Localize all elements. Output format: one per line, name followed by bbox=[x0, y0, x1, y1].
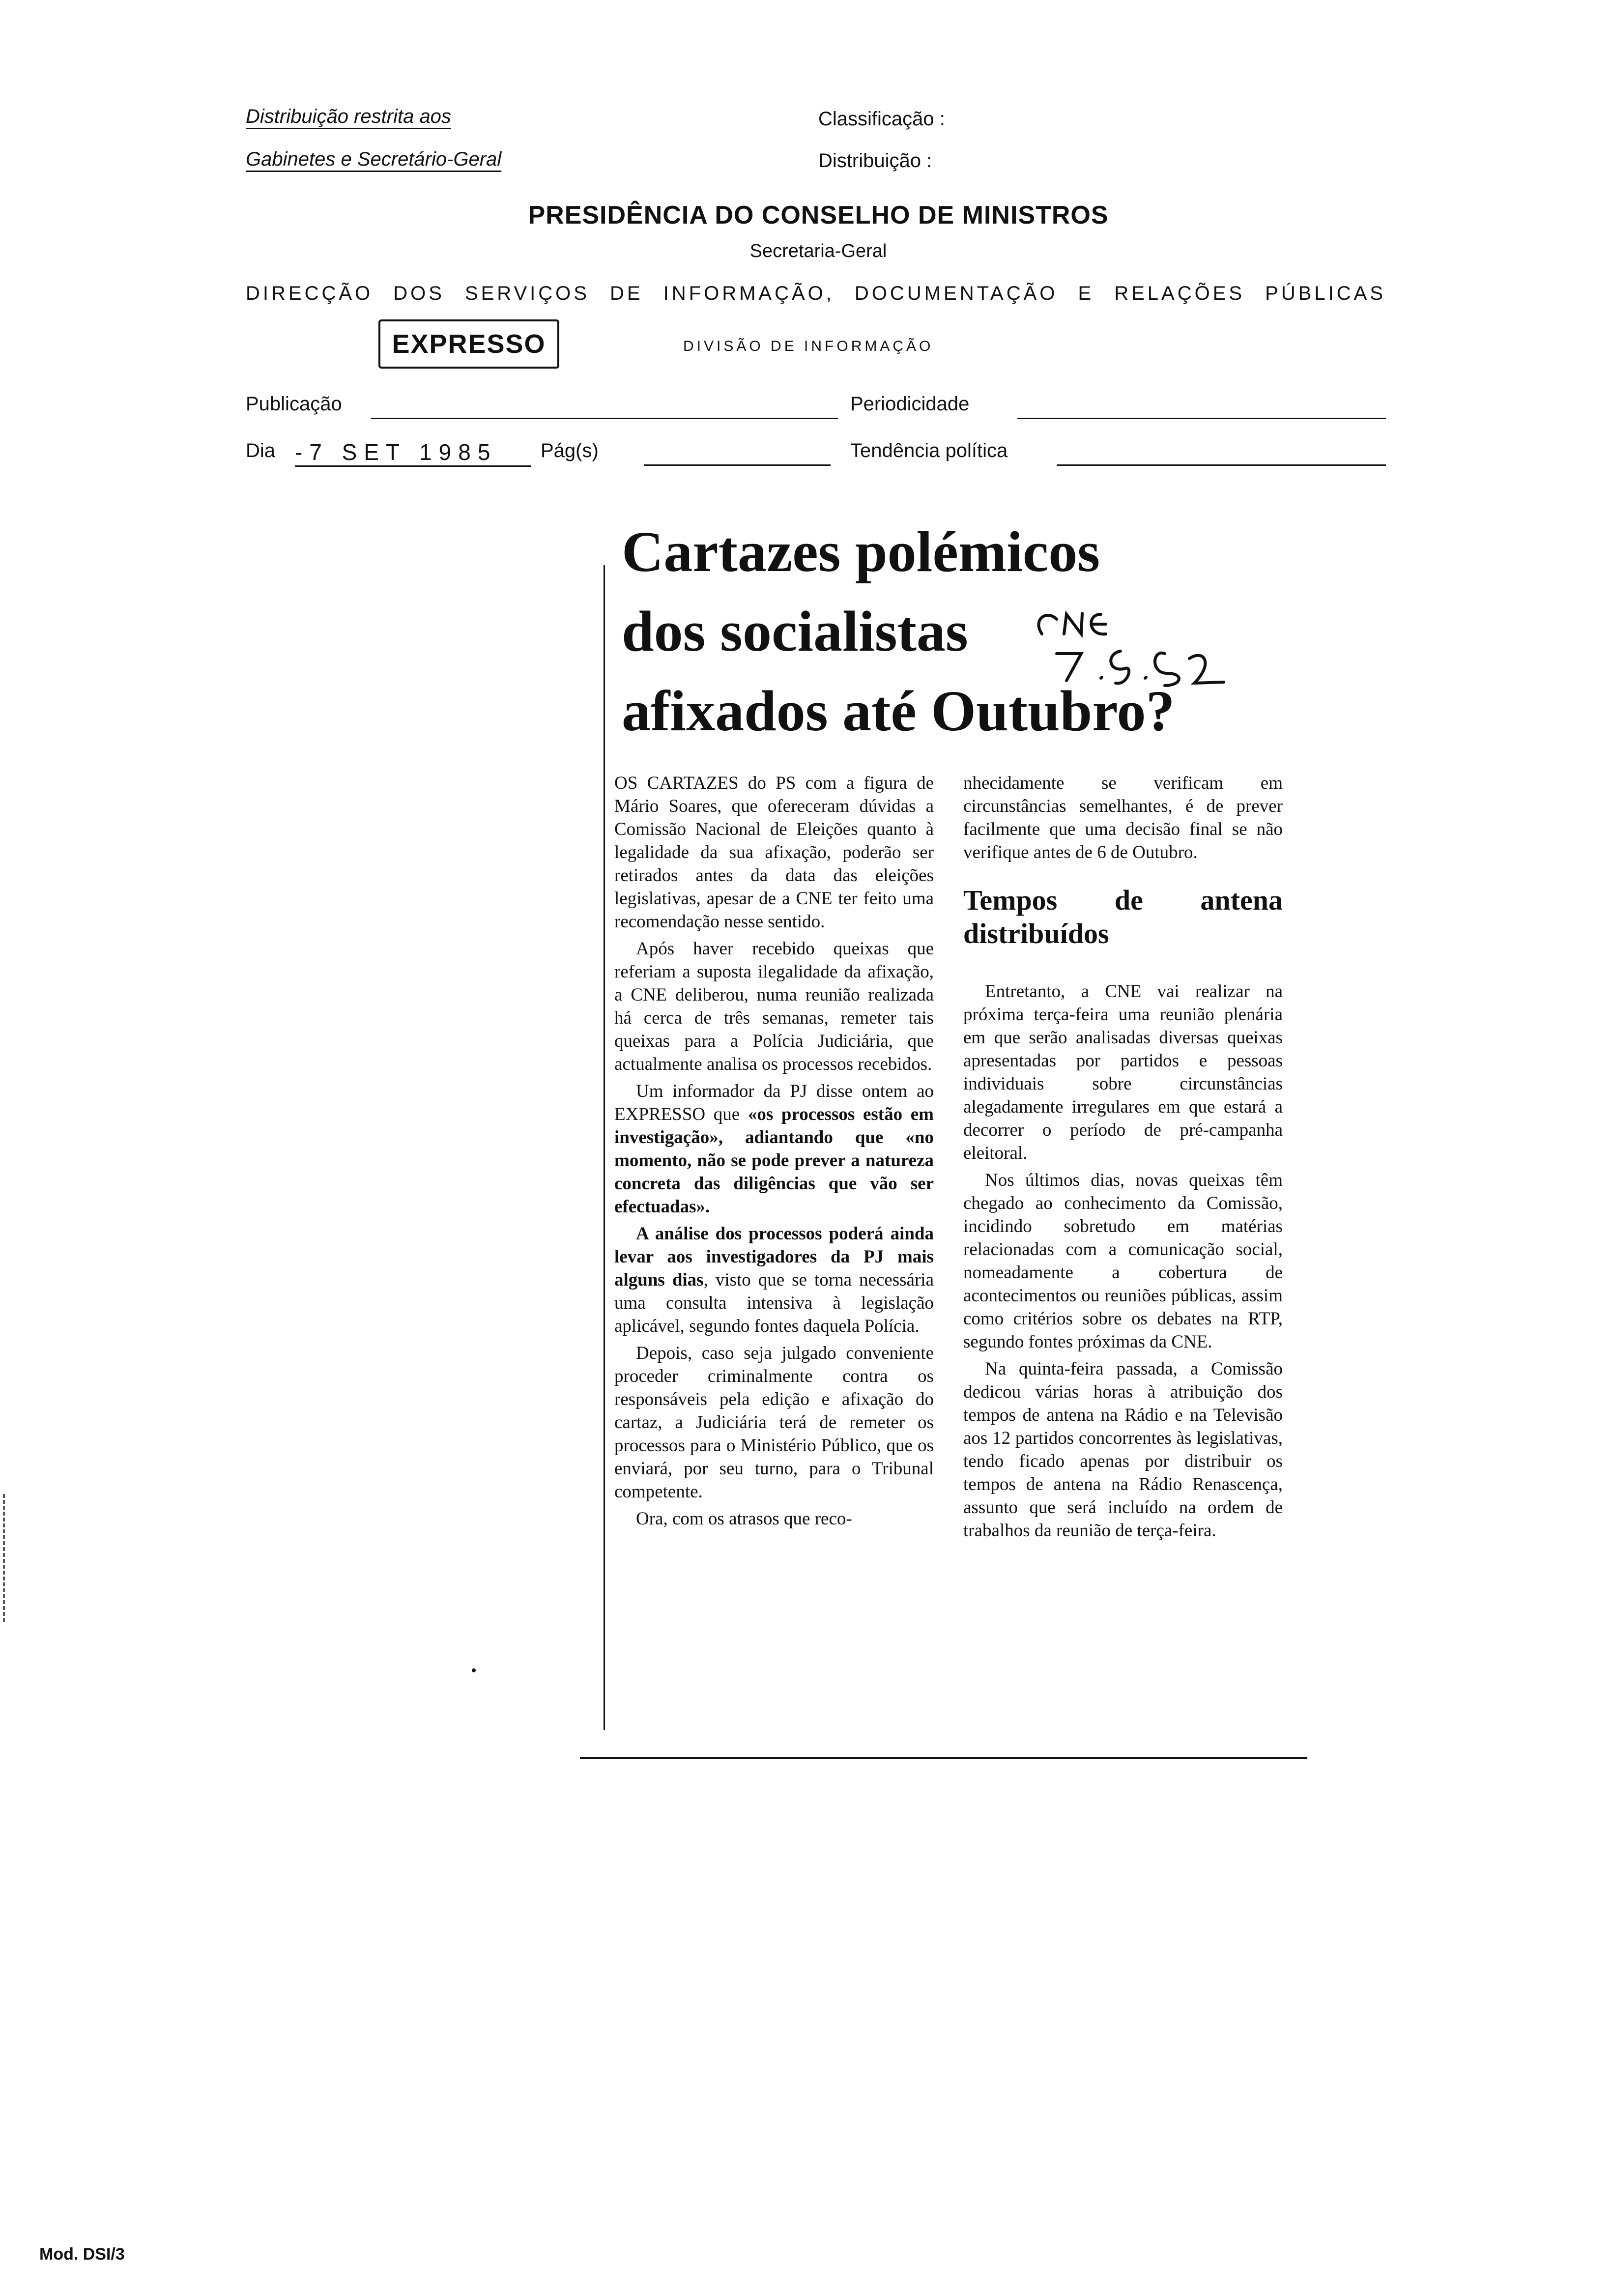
day-label: Dia bbox=[246, 440, 276, 461]
column1-paragraph-4 bbox=[614, 1222, 934, 1338]
column2-paragraph-1: nhecidamente se verificam em circunstâncias semelhantes, é de prever facilmente que uma decisão final se não verifique antes de 6 de Outubro. bbox=[963, 773, 1283, 862]
column-left-rule bbox=[604, 565, 605, 1730]
column1-paragraph-3 bbox=[614, 1080, 934, 1218]
day-stamp-value: -7 SET 1985 bbox=[295, 439, 531, 467]
presidency-title: PRESIDÊNCIA DO CONSELHO DE MINISTROS bbox=[528, 201, 1109, 230]
tendency-line bbox=[1057, 464, 1386, 466]
handwritten-annotation bbox=[1027, 600, 1263, 688]
distribution-label: Distribuição : bbox=[818, 150, 932, 172]
publication-stamp: EXPRESSO bbox=[378, 319, 559, 369]
secretariat-title: Secretaria-Geral bbox=[749, 241, 887, 261]
column1-paragraph-4-lead: A análise dos processos poderá ainda levar aos investigadores da PJ mais alguns dias bbox=[614, 1224, 934, 1290]
section-subheading: Tempos de antena distribuídos bbox=[963, 884, 1283, 949]
pages-label: Pág(s) bbox=[541, 440, 599, 461]
distribution-line-2: Gabinetes e Secretário-Geral bbox=[246, 148, 502, 170]
column1-paragraph-1: OS CARTAZES do PS com a figura de Mário Soares, que ofereceram dúvidas a Comissão Nacional de Eleições quanto à legalidade da sua afixação, poderão ser retirados antes da data das eleições legislativas, apesar de a CNE ter feito uma recomendação nesse sentido. bbox=[614, 773, 934, 932]
column2-paragraph-3: Nos últimos dias, novas queixas têm chegado ao conhecimento da Comissão, incidindo sobretudo em matérias relacionadas com a comunicação social, nomeadamente a cobertura de acontecimentos ou reuniões públicas, assim como critérios sobre os debates na RTP, segundo fontes próximas da CNE. bbox=[963, 1170, 1283, 1352]
column1-paragraph-3-quote: «os processos estão em investigação», adiantando que «no momento, não se pode prever a natureza concreta das diligências que vão ser efectuadas». bbox=[614, 1104, 934, 1217]
publication-line bbox=[371, 418, 838, 419]
headline-line-2: dos socialistas bbox=[622, 599, 968, 663]
pages-line bbox=[644, 464, 831, 466]
column1-paragraph-4-rest: , visto que se torna necessária uma consulta intensiva à legislação aplicável, segundo fontes daquela Polícia. bbox=[614, 1270, 934, 1336]
periodicity-label: Periodicidade bbox=[850, 393, 970, 415]
tendency-label: Tendência política bbox=[850, 440, 1008, 461]
article-column-2 bbox=[963, 772, 1283, 1546]
column1-paragraph-2: Após haver recebido queixas que referiam a suposta ilegalidade da afixação, a CNE deliberou, numa reunião realizada há cerca de três semanas, remeter tais queixas para a Polícia Judiciária, que actualmente analisa os processos recebidos. bbox=[614, 939, 934, 1074]
column1-paragraph-3-lead: Um informador da PJ disse ontem ao EXPRESSO que bbox=[614, 1081, 934, 1124]
publication-label: Publicação bbox=[246, 393, 342, 415]
article-column-1 bbox=[614, 772, 934, 1534]
column1-paragraph-6: Ora, com os atrasos que reco- bbox=[636, 1509, 852, 1529]
distribution-line-1: Distribuição restrita aos bbox=[246, 106, 451, 127]
column2-paragraph-4: Na quinta-feira passada, a Comissão dedicou várias horas à atribuição dos tempos de antena na Rádio e na Televisão aos 12 partidos concorrentes às legislativas, tendo ficado apenas por distribuir os tempos de antena na Rádio Renascença, assunto que será incluído na ordem de trabalhos da reunião de terça-feira. bbox=[963, 1359, 1283, 1541]
model-code: Mod. DSI/3 bbox=[39, 2245, 125, 2264]
headline-line-3: afixados até Outubro? bbox=[622, 679, 1175, 743]
headline-line-1: Cartazes polémicos bbox=[622, 519, 1100, 584]
classification-label: Classificação : bbox=[818, 108, 945, 130]
column1-paragraph-5: Depois, caso seja julgado conveniente proceder criminalmente contra os responsáveis pela edição e afixação do cartaz, a Judiciária terá de remeter os processos para o Ministério Público, que os enviará, por seu turno, para o Tribunal competente. bbox=[614, 1343, 934, 1502]
periodicity-line bbox=[1017, 418, 1386, 419]
clipping-bottom-rule bbox=[580, 1757, 1307, 1759]
scan-margin-mark bbox=[3, 1494, 7, 1622]
scan-speck bbox=[472, 1668, 476, 1672]
division-label: DIVISÃO DE INFORMAÇÃO bbox=[683, 338, 934, 354]
directorate-title: DIRECÇÃO DOS SERVIÇOS DE INFORMAÇÃO, DOCUMENTAÇÃO E RELAÇÕES PÚBLICAS bbox=[246, 283, 1386, 304]
column2-paragraph-2: Entretanto, a CNE vai realizar na próxima terça-feira uma reunião plenária em que serão analisadas diversas queixas apresentadas por partidos e pessoas individuais sobre circunstâncias alegadamente irregulares em que estará a decorrer o período de pré-campanha eleitoral. bbox=[963, 981, 1283, 1163]
